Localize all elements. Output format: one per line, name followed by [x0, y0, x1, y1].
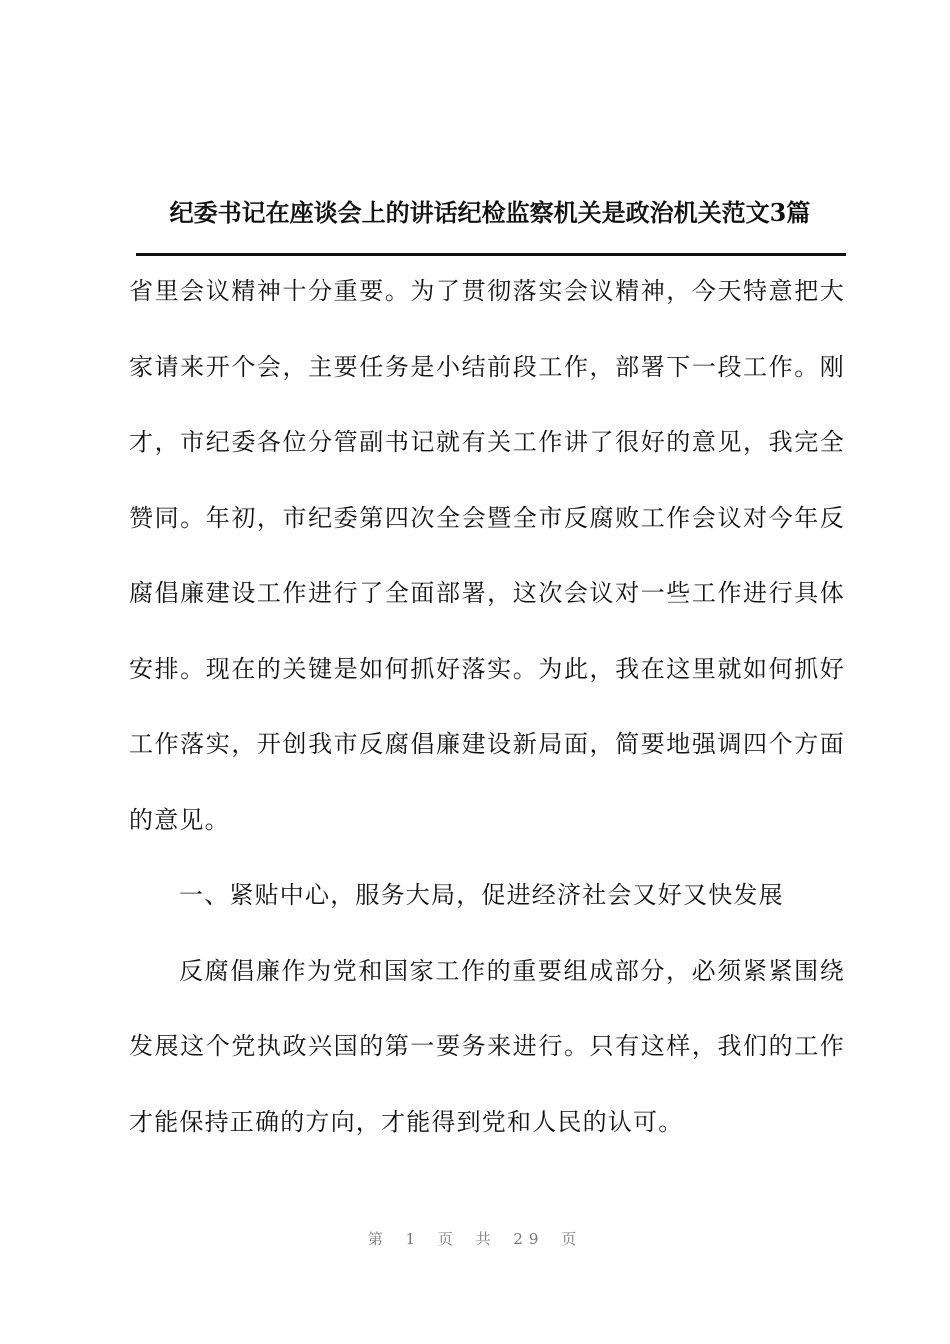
document-title: 纪委书记在座谈会上的讲话纪检监察机关是政治机关范文3篇: [169, 198, 811, 227]
body-paragraph: 反腐倡廉作为党和国家工作的重要组成部分，必须紧紧围绕发展这个党执政兴国的第一要务来进行。只有这样，我们的工作才能保持正确的方向，才能得到党和人民的认可。: [129, 956, 845, 1136]
document-body: [129, 254, 845, 1160]
section-heading: 一、紧贴中心，服务大局，促进经济社会又好又快发展: [179, 881, 784, 909]
page-number-footer: 第 1 页 共 29 页: [367, 1230, 583, 1248]
body-paragraph: 省里会议精神十分重要。为了贯彻落实会议精神，今天特意把大家请来开个会，主要任务是小结前段工作，部署下一段工作。刚才，市纪委各位分管副书记就有关工作讲了很好的意见，我完全赞同。年初，市纪委第四次全会暨全市反腐败工作会议对今年反腐倡廉建设工作进行了全面部署，这次会议对一些工作进行具体安排。现在的关键是如何抓好落实。为此，我在这里就如何抓好工作落实，开创我市反腐倡廉建设新局面，简要地强调四个方面的意见。: [129, 277, 845, 834]
